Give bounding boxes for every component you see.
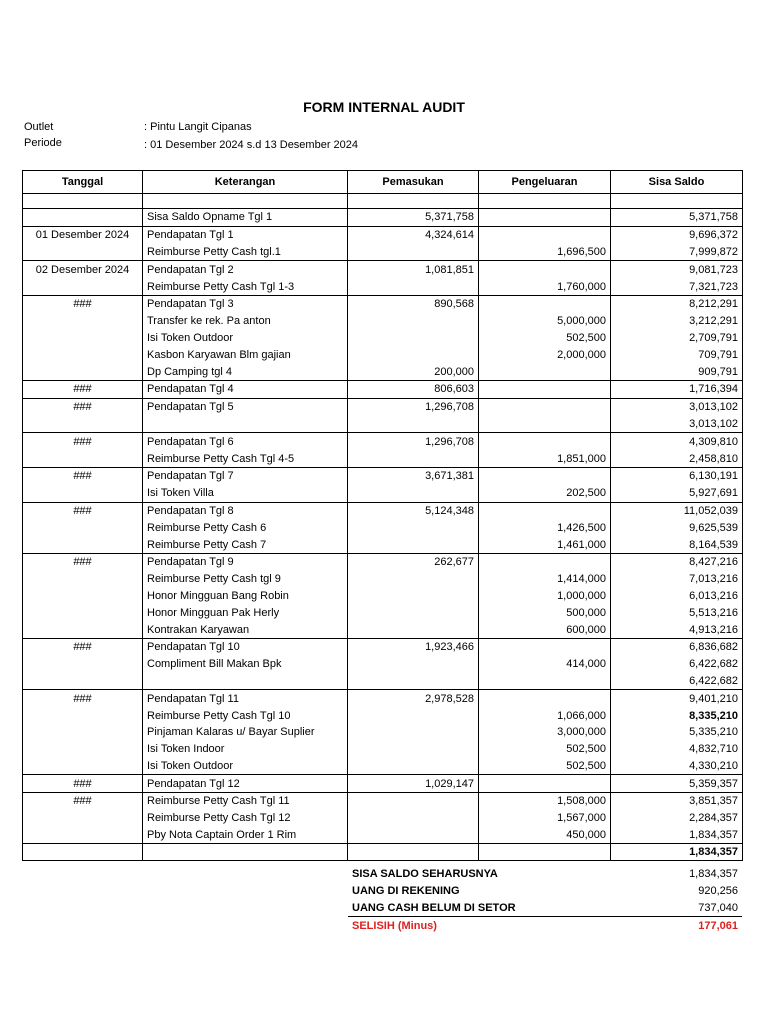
table-row bbox=[23, 571, 743, 588]
cell-pengeluaran: 502,500 bbox=[479, 741, 611, 758]
cell-tanggal: ### bbox=[23, 295, 143, 312]
cell-pemasukan bbox=[348, 346, 479, 363]
outlet-value: : Pintu Langit Cipanas bbox=[144, 121, 252, 133]
cell-pemasukan: 200,000 bbox=[348, 363, 479, 380]
cell-tanggal: ### bbox=[23, 793, 143, 810]
cell-sisa-saldo: 4,832,710 bbox=[611, 741, 743, 758]
cell-pengeluaran: 1,000,000 bbox=[479, 588, 611, 605]
cell-keterangan: Reimburse Petty Cash Tgl 4-5 bbox=[143, 450, 348, 467]
cell-pengeluaran bbox=[479, 690, 611, 707]
cell-keterangan: Isi Token Indoor bbox=[143, 741, 348, 758]
table-row bbox=[23, 295, 743, 312]
cell-sisa-saldo: 3,851,357 bbox=[611, 793, 743, 810]
cell-pengeluaran: 450,000 bbox=[479, 827, 611, 844]
header-keterangan: Keterangan bbox=[143, 171, 348, 194]
cell-keterangan: Pendapatan Tgl 1 bbox=[143, 226, 348, 243]
cell-pengeluaran: 3,000,000 bbox=[479, 724, 611, 741]
header-pengeluaran: Pengeluaran bbox=[479, 171, 611, 194]
cell-keterangan: Compliment Bill Makan Bpk bbox=[143, 656, 348, 673]
cell-pengeluaran bbox=[479, 416, 611, 433]
cell-keterangan: Reimburse Petty Cash 6 bbox=[143, 519, 348, 536]
table-row bbox=[23, 502, 743, 519]
cell-pemasukan: 3,671,381 bbox=[348, 467, 479, 484]
cell-pemasukan bbox=[348, 604, 479, 621]
cell-sisa-saldo: 709,791 bbox=[611, 346, 743, 363]
table-row bbox=[23, 656, 743, 673]
table-row bbox=[23, 793, 743, 810]
cell-sisa-saldo: 8,164,539 bbox=[611, 536, 743, 553]
cell-tanggal bbox=[23, 416, 143, 433]
cell-pengeluaran bbox=[479, 209, 611, 227]
cell-pemasukan bbox=[348, 827, 479, 844]
cell-keterangan: Transfer ke rek. Pa anton bbox=[143, 313, 348, 330]
summary-value: 177,061 bbox=[644, 917, 742, 935]
cell-pengeluaran: 1,461,000 bbox=[479, 536, 611, 553]
table-row bbox=[23, 398, 743, 415]
cell-pemasukan bbox=[348, 793, 479, 810]
cell-keterangan: Reimburse Petty Cash Tgl 12 bbox=[143, 810, 348, 827]
table-row bbox=[23, 363, 743, 380]
cell-tanggal bbox=[23, 656, 143, 673]
cell-pemasukan bbox=[348, 571, 479, 588]
cell-pemasukan bbox=[348, 810, 479, 827]
cell-tanggal bbox=[23, 485, 143, 502]
cell-sisa-saldo: 909,791 bbox=[611, 363, 743, 380]
cell-tanggal: ### bbox=[23, 433, 143, 450]
cell-tanggal: ### bbox=[23, 690, 143, 707]
table-row bbox=[23, 261, 743, 278]
cell-tanggal bbox=[23, 244, 143, 261]
table-row bbox=[23, 741, 743, 758]
cell-pemasukan bbox=[348, 588, 479, 605]
cell-pengeluaran: 500,000 bbox=[479, 604, 611, 621]
cell-pengeluaran: 1,851,000 bbox=[479, 450, 611, 467]
cell-keterangan: Isi Token Outdoor bbox=[143, 330, 348, 347]
cell-sisa-saldo: 6,836,682 bbox=[611, 638, 743, 655]
table-row bbox=[23, 416, 743, 433]
header-tanggal: Tanggal bbox=[23, 171, 143, 194]
table-row bbox=[23, 536, 743, 553]
cell-keterangan bbox=[143, 416, 348, 433]
cell-pengeluaran bbox=[479, 467, 611, 484]
table-row bbox=[23, 724, 743, 741]
cell-keterangan: Reimburse Petty Cash Tgl 10 bbox=[143, 707, 348, 724]
summary-row bbox=[348, 865, 742, 882]
cell-pemasukan: 262,677 bbox=[348, 553, 479, 570]
cell-tanggal bbox=[23, 450, 143, 467]
total-row bbox=[23, 844, 743, 861]
outlet-label: Outlet bbox=[24, 121, 54, 133]
cell-pengeluaran: 202,500 bbox=[479, 485, 611, 502]
cell-pengeluaran bbox=[479, 673, 611, 690]
cell-sisa-saldo: 5,335,210 bbox=[611, 724, 743, 741]
table-row bbox=[23, 519, 743, 536]
cell-sisa-saldo: 9,081,723 bbox=[611, 261, 743, 278]
cell-pengeluaran bbox=[479, 638, 611, 655]
cell-tanggal: ### bbox=[23, 467, 143, 484]
cell-pengeluaran bbox=[479, 380, 611, 398]
cell-tanggal: ### bbox=[23, 553, 143, 570]
cell-tanggal bbox=[23, 588, 143, 605]
cell-tanggal: ### bbox=[23, 638, 143, 655]
cell-tanggal bbox=[23, 673, 143, 690]
cell-tanggal bbox=[23, 330, 143, 347]
cell-pengeluaran bbox=[479, 261, 611, 278]
ledger-table bbox=[22, 170, 743, 861]
cell-pemasukan: 5,124,348 bbox=[348, 502, 479, 519]
cell-sisa-saldo: 7,999,872 bbox=[611, 244, 743, 261]
cell-tanggal: ### bbox=[23, 380, 143, 398]
table-row bbox=[23, 810, 743, 827]
cell-sisa-saldo: 1,834,357 bbox=[611, 827, 743, 844]
cell-sisa-saldo: 9,625,539 bbox=[611, 519, 743, 536]
cell-pengeluaran: 1,696,500 bbox=[479, 244, 611, 261]
cell-sisa-saldo: 4,309,810 bbox=[611, 433, 743, 450]
cell-pemasukan: 5,371,758 bbox=[348, 209, 479, 227]
cell-pemasukan: 1,296,708 bbox=[348, 398, 479, 415]
table-row bbox=[23, 553, 743, 570]
cell-tanggal: ### bbox=[23, 775, 143, 793]
cell-tanggal bbox=[23, 313, 143, 330]
summary-label: SISA SALDO SEHARUSNYA bbox=[352, 867, 498, 880]
cell-pengeluaran: 414,000 bbox=[479, 656, 611, 673]
page-title: FORM INTERNAL AUDIT bbox=[303, 99, 465, 115]
cell-sisa-saldo: 6,013,216 bbox=[611, 588, 743, 605]
cell-tanggal bbox=[23, 707, 143, 724]
cell-keterangan: Pendapatan Tgl 6 bbox=[143, 433, 348, 450]
cell-pengeluaran: 2,000,000 bbox=[479, 346, 611, 363]
summary-value: 1,834,357 bbox=[689, 867, 738, 880]
cell-sisa-saldo: 2,458,810 bbox=[611, 450, 743, 467]
cell-keterangan: Kontrakan Karyawan bbox=[143, 621, 348, 638]
ledger-header-row bbox=[23, 171, 743, 194]
cell-pemasukan: 1,296,708 bbox=[348, 433, 479, 450]
summary-label: UANG DI REKENING bbox=[352, 884, 460, 897]
table-row bbox=[23, 604, 743, 621]
table-row bbox=[23, 758, 743, 775]
cell-sisa-saldo: 5,359,357 bbox=[611, 775, 743, 793]
cell-pemasukan bbox=[348, 450, 479, 467]
cell-sisa-saldo: 3,013,102 bbox=[611, 398, 743, 415]
summary-value: 920,256 bbox=[698, 884, 738, 897]
summary-row bbox=[348, 882, 742, 899]
cell-sisa-saldo: 6,422,682 bbox=[611, 656, 743, 673]
cell-keterangan: Pendapatan Tgl 12 bbox=[143, 775, 348, 793]
header-pemasukan: Pemasukan bbox=[348, 171, 479, 194]
summary-label: UANG CASH BELUM DI SETOR bbox=[352, 901, 516, 914]
cell-keterangan: Honor Mingguan Pak Herly bbox=[143, 604, 348, 621]
cell-pengeluaran: 502,500 bbox=[479, 758, 611, 775]
cell-tanggal bbox=[23, 758, 143, 775]
table-row bbox=[23, 313, 743, 330]
table-row bbox=[23, 485, 743, 502]
cell-sisa-saldo: 7,321,723 bbox=[611, 278, 743, 295]
cell-pemasukan: 806,603 bbox=[348, 380, 479, 398]
cell-keterangan: Reimburse Petty Cash tgl 9 bbox=[143, 571, 348, 588]
cell-pemasukan bbox=[348, 621, 479, 638]
summary-row bbox=[348, 899, 742, 917]
cell-sisa-saldo: 6,422,682 bbox=[611, 673, 743, 690]
cell-keterangan: Pendapatan Tgl 2 bbox=[143, 261, 348, 278]
cell-keterangan: Isi Token Villa bbox=[143, 485, 348, 502]
cell-tanggal bbox=[23, 604, 143, 621]
cell-sisa-saldo: 3,212,291 bbox=[611, 313, 743, 330]
periode-value: : 01 Desember 2024 s.d 13 Desember 2024 bbox=[144, 139, 359, 151]
cell-sisa-saldo: 2,709,791 bbox=[611, 330, 743, 347]
table-row bbox=[23, 450, 743, 467]
cell-pengeluaran: 1,414,000 bbox=[479, 571, 611, 588]
cell-keterangan: Pendapatan Tgl 7 bbox=[143, 467, 348, 484]
cell-pengeluaran bbox=[479, 502, 611, 519]
summary-row-selisih bbox=[348, 917, 742, 935]
cell-pengeluaran bbox=[479, 775, 611, 793]
cell-pemasukan bbox=[348, 758, 479, 775]
cell-keterangan: Pendapatan Tgl 5 bbox=[143, 398, 348, 415]
cell-sisa-saldo: 5,927,691 bbox=[611, 485, 743, 502]
cell-keterangan: Kasbon Karyawan Blm gajian bbox=[143, 346, 348, 363]
cell-tanggal bbox=[23, 571, 143, 588]
summary-value: 737,040 bbox=[698, 901, 738, 914]
table-row bbox=[23, 621, 743, 638]
cell-pemasukan bbox=[348, 724, 479, 741]
cell-tanggal: 02 Desember 2024 bbox=[23, 261, 143, 278]
cell-keterangan: Pendapatan Tgl 4 bbox=[143, 380, 348, 398]
cell-pemasukan bbox=[348, 673, 479, 690]
cell-tanggal bbox=[23, 519, 143, 536]
cell-pemasukan bbox=[348, 313, 479, 330]
cell-pemasukan bbox=[348, 330, 479, 347]
table-row bbox=[23, 638, 743, 655]
cell-pemasukan bbox=[348, 519, 479, 536]
cell-tanggal: 01 Desember 2024 bbox=[23, 226, 143, 243]
cell-keterangan: Pinjaman Kalaras u/ Bayar Suplier bbox=[143, 724, 348, 741]
table-row bbox=[23, 588, 743, 605]
cell-pemasukan bbox=[348, 536, 479, 553]
cell-tanggal bbox=[23, 363, 143, 380]
cell-pemasukan: 4,324,614 bbox=[348, 226, 479, 243]
cell-tanggal bbox=[23, 827, 143, 844]
cell-sisa-saldo: 8,427,216 bbox=[611, 553, 743, 570]
cell-pemasukan bbox=[348, 741, 479, 758]
cell-keterangan: Reimburse Petty Cash 7 bbox=[143, 536, 348, 553]
cell-pemasukan bbox=[348, 416, 479, 433]
cell-tanggal bbox=[23, 209, 143, 227]
table-row bbox=[23, 330, 743, 347]
cell-tanggal: ### bbox=[23, 502, 143, 519]
cell-tanggal bbox=[23, 741, 143, 758]
table-row bbox=[23, 467, 743, 484]
cell-pengeluaran: 1,426,500 bbox=[479, 519, 611, 536]
cell-keterangan: Reimburse Petty Cash tgl.1 bbox=[143, 244, 348, 261]
cell-keterangan: Pendapatan Tgl 11 bbox=[143, 690, 348, 707]
cell-sisa-saldo: 4,913,216 bbox=[611, 621, 743, 638]
cell-keterangan bbox=[143, 673, 348, 690]
cell-pengeluaran: 5,000,000 bbox=[479, 313, 611, 330]
cell-sisa-saldo: 8,335,210 bbox=[611, 707, 743, 724]
table-row bbox=[23, 690, 743, 707]
cell-sisa-saldo: 4,330,210 bbox=[611, 758, 743, 775]
cell-pemasukan bbox=[348, 485, 479, 502]
cell-sisa-saldo: 1,716,394 bbox=[611, 380, 743, 398]
cell-pengeluaran bbox=[479, 553, 611, 570]
total-sisa-saldo: 1,834,357 bbox=[611, 844, 743, 861]
cell-pengeluaran: 600,000 bbox=[479, 621, 611, 638]
table-row bbox=[23, 380, 743, 398]
ledger-body bbox=[23, 194, 743, 844]
table-row bbox=[23, 226, 743, 243]
summary-label: SELISIH (Minus) bbox=[348, 917, 644, 935]
cell-sisa-saldo: 11,052,039 bbox=[611, 502, 743, 519]
cell-pemasukan: 1,029,147 bbox=[348, 775, 479, 793]
cell-sisa-saldo: 2,284,357 bbox=[611, 810, 743, 827]
cell-pemasukan bbox=[348, 656, 479, 673]
table-row bbox=[23, 775, 743, 793]
cell-tanggal: ### bbox=[23, 398, 143, 415]
cell-pengeluaran: 502,500 bbox=[479, 330, 611, 347]
table-row bbox=[23, 244, 743, 261]
cell-sisa-saldo: 8,212,291 bbox=[611, 295, 743, 312]
cell-pemasukan: 1,081,851 bbox=[348, 261, 479, 278]
cell-tanggal bbox=[23, 621, 143, 638]
cell-pengeluaran bbox=[479, 398, 611, 415]
cell-keterangan: Sisa Saldo Opname Tgl 1 bbox=[143, 209, 348, 227]
cell-pemasukan bbox=[348, 244, 479, 261]
table-row bbox=[23, 707, 743, 724]
table-row bbox=[23, 433, 743, 450]
cell-keterangan: Pendapatan Tgl 10 bbox=[143, 638, 348, 655]
cell-sisa-saldo: 7,013,216 bbox=[611, 571, 743, 588]
cell-sisa-saldo: 9,696,372 bbox=[611, 226, 743, 243]
cell-keterangan: Pendapatan Tgl 9 bbox=[143, 553, 348, 570]
cell-keterangan: Pendapatan Tgl 3 bbox=[143, 295, 348, 312]
cell-sisa-saldo: 9,401,210 bbox=[611, 690, 743, 707]
table-row bbox=[23, 673, 743, 690]
cell-keterangan: Pby Nota Captain Order 1 Rim bbox=[143, 827, 348, 844]
cell-sisa-saldo: 5,371,758 bbox=[611, 209, 743, 227]
cell-keterangan: Honor Mingguan Bang Robin bbox=[143, 588, 348, 605]
cell-keterangan: Dp Camping tgl 4 bbox=[143, 363, 348, 380]
cell-tanggal bbox=[23, 278, 143, 295]
cell-pengeluaran bbox=[479, 295, 611, 312]
summary-table bbox=[348, 865, 742, 934]
cell-tanggal bbox=[23, 346, 143, 363]
cell-pemasukan: 1,923,466 bbox=[348, 638, 479, 655]
table-row bbox=[23, 827, 743, 844]
table-row bbox=[23, 209, 743, 227]
cell-sisa-saldo: 5,513,216 bbox=[611, 604, 743, 621]
cell-keterangan: Isi Token Outdoor bbox=[143, 758, 348, 775]
cell-tanggal bbox=[23, 810, 143, 827]
cell-sisa-saldo: 6,130,191 bbox=[611, 467, 743, 484]
cell-pengeluaran bbox=[479, 433, 611, 450]
cell-pemasukan: 2,978,528 bbox=[348, 690, 479, 707]
cell-pengeluaran: 1,567,000 bbox=[479, 810, 611, 827]
cell-pemasukan bbox=[348, 278, 479, 295]
cell-pengeluaran: 1,066,000 bbox=[479, 707, 611, 724]
cell-pemasukan bbox=[348, 707, 479, 724]
header-sisa-saldo: Sisa Saldo bbox=[611, 171, 743, 194]
cell-keterangan: Reimburse Petty Cash Tgl 1-3 bbox=[143, 278, 348, 295]
periode-label: Periode bbox=[24, 137, 62, 149]
cell-pengeluaran bbox=[479, 363, 611, 380]
table-row bbox=[23, 346, 743, 363]
cell-sisa-saldo: 3,013,102 bbox=[611, 416, 743, 433]
cell-pemasukan: 890,568 bbox=[348, 295, 479, 312]
cell-pengeluaran: 1,760,000 bbox=[479, 278, 611, 295]
cell-pengeluaran: 1,508,000 bbox=[479, 793, 611, 810]
cell-tanggal bbox=[23, 724, 143, 741]
cell-keterangan: Pendapatan Tgl 8 bbox=[143, 502, 348, 519]
cell-tanggal bbox=[23, 536, 143, 553]
spacer-row bbox=[23, 194, 743, 209]
cell-keterangan: Reimburse Petty Cash Tgl 11 bbox=[143, 793, 348, 810]
table-row bbox=[23, 278, 743, 295]
cell-pengeluaran bbox=[479, 226, 611, 243]
